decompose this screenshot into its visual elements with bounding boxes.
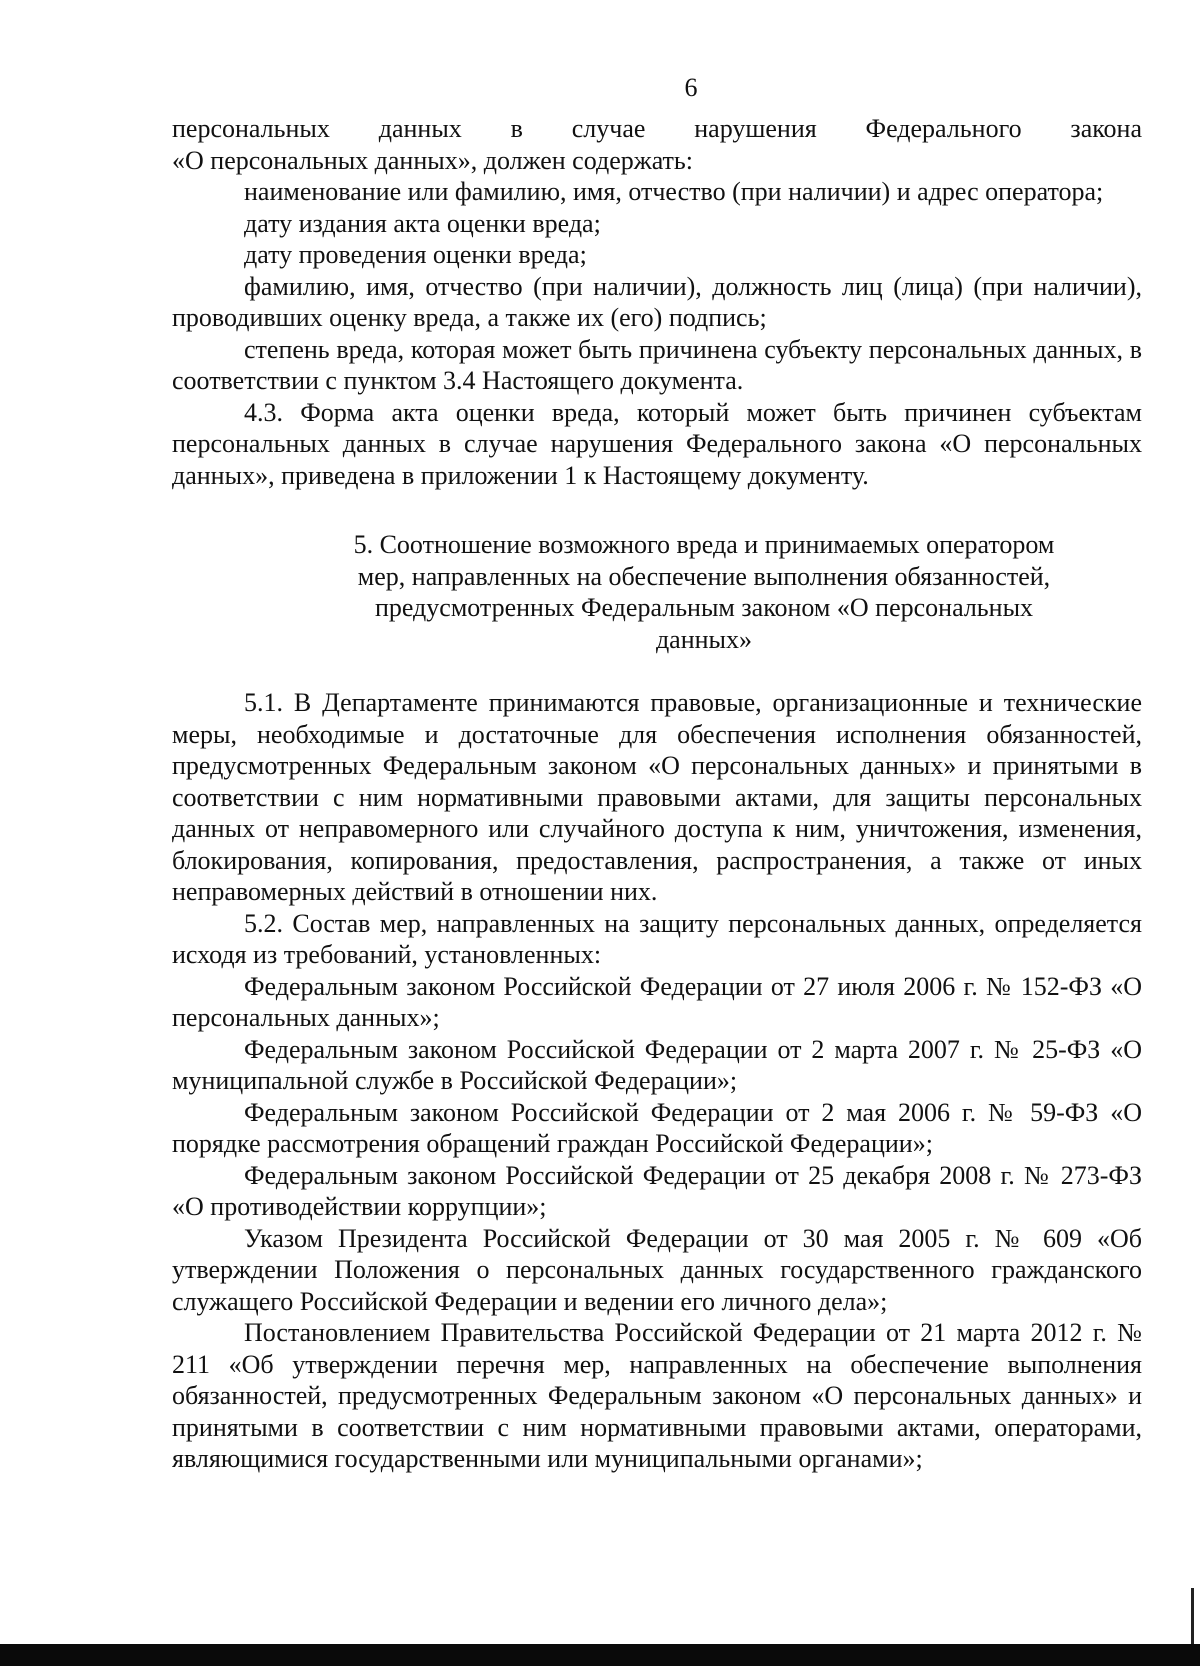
paragraph-5-1: 5.1. В Департаменте принимаются правовые, организационные и технические меры, необходимые и достаточные для обеспечения исполнения обязанностей, предусмотренных Федеральным законом «О персональных данных» и принятыми в соответствии с ним нормативными правовыми актами, для защиты персональных данных от неправомерного или случайного доступа к ним, уничтожения, изменения, блокирования, копирования, предоставления, распространения, а также от иных неправомерных действий в отношении них. — [172, 688, 1142, 906]
scan-edge-mark — [1191, 1588, 1194, 1648]
list-item-law-273: Федеральным законом Российской Федерации от 25 декабря 2008 г. № 273-ФЗ «О противодействии коррупции»; — [172, 1160, 1142, 1221]
paragraph-4-3: 4.3. Форма акта оценки вреда, который может быть причинен субъектам персональных данных в случае нарушения Федерального закона «О персональных данных», приведена в приложении 1 к Настоящему документу. — [172, 397, 1142, 490]
list-item-law-59: Федеральным законом Российской Федерации от 2 мая 2006 г. № 59-ФЗ «О порядке рассмотрения обращений граждан Российской Федерации»; — [172, 1097, 1142, 1158]
page-number: 6 — [684, 73, 698, 102]
document-body — [172, 113, 1142, 1475]
list-item-law-152: Федеральным законом Российской Федерации от 27 июля 2006 г. № 152-ФЗ «О персональных данных»; — [172, 971, 1142, 1032]
paragraph-continuation: персональных данных в случае нарушения Федерального закона «О персональных данных», должен содержать: — [172, 114, 1142, 175]
scan-bottom-bar — [0, 1644, 1200, 1666]
list-item-decree-609: Указом Президента Российской Федерации от 30 мая 2005 г. № 609 «Об утверждении Положения о персональных данных государственного гражданского служащего Российской Федерации и ведении его личного дела»; — [172, 1223, 1142, 1316]
list-item-law-25: Федеральным законом Российской Федерации от 2 марта 2007 г. № 25-ФЗ «О муниципальной службе в Российской Федерации»; — [172, 1034, 1142, 1095]
list-item-resolution-211: Постановлением Правительства Российской Федерации от 21 марта 2012 г. № 211 «Об утверждении перечня мер, направленных на обеспечение выполнения обязанностей, предусмотренных Федеральным законом «О персональных данных» и принятыми в соответствии с ним нормативными правовыми актами, операторами, являющимися государственными или муниципальными органами»; — [172, 1318, 1142, 1473]
list-item-operator-name: наименование или фамилию, имя, отчество (при наличии) и адрес оператора; — [244, 177, 1104, 206]
list-item-assessors: фамилию, имя, отчество (при наличии), должность лиц (лица) (при наличии), проводивших оценку вреда, а также их (его) подпись; — [172, 271, 1142, 332]
paragraph-5-2: 5.2. Состав мер, направленных на защиту персональных данных, определяется исходя из требований, установленных: — [172, 908, 1142, 969]
list-item-act-date: дату издания акта оценки вреда; — [244, 208, 601, 238]
list-item-harm-degree: степень вреда, которая может быть причинена субъекту персональных данных, в соответствии с пунктом 3.4 Настоящего документа. — [172, 334, 1143, 395]
section-5-heading: 5. Соотношение возможного вреда и принимаемых оператором мер, направленных на обеспечение выполнения обязанностей, предусмотренных Федеральным законом «О персональных данных» — [353, 530, 1055, 654]
list-item-assessment-date: дату проведения оценки вреда; — [244, 240, 587, 269]
